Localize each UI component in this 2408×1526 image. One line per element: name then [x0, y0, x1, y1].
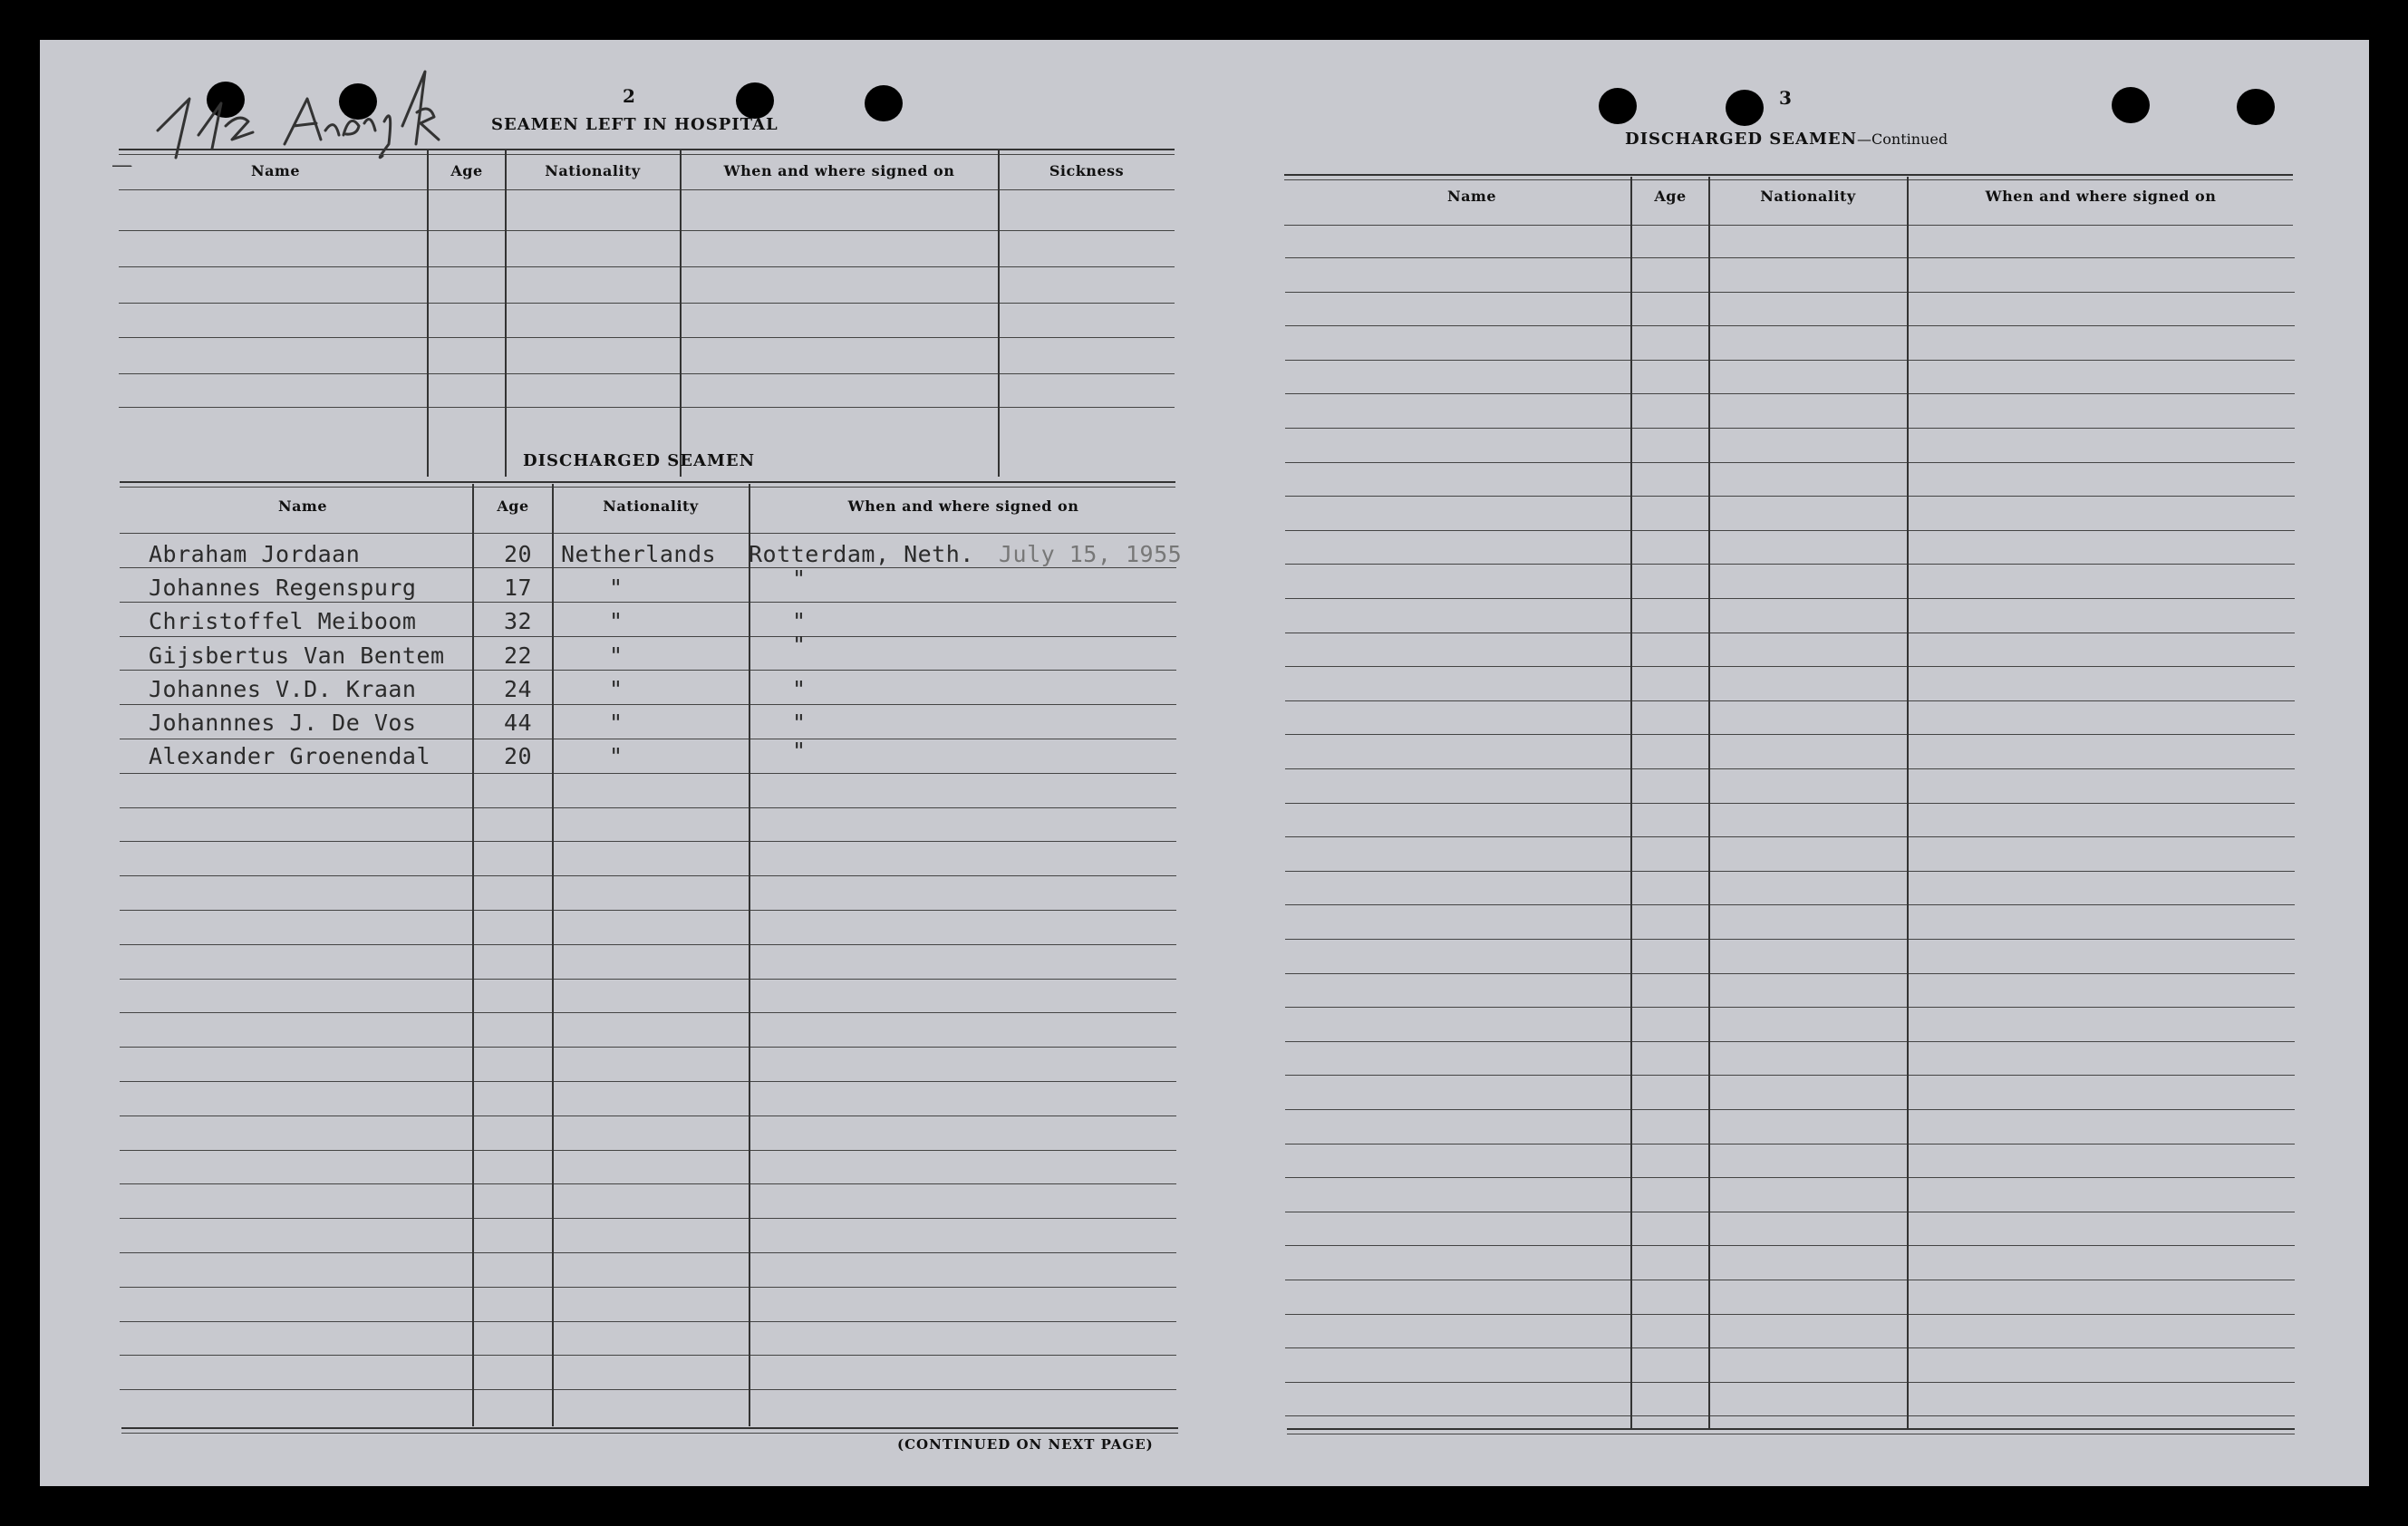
seaman-age: 44 [504, 710, 533, 736]
table-rule [120, 979, 1176, 980]
table-rule [120, 636, 1176, 637]
continued-col-age: Age [1654, 188, 1687, 205]
table-rule [1285, 734, 2295, 735]
table-rule [120, 1389, 1176, 1390]
discharged-col-name: Name [277, 497, 328, 515]
table-rule [1285, 598, 2295, 599]
table-rule [1284, 174, 2293, 176]
table-rule [1285, 836, 2295, 837]
table-rule [120, 1321, 1176, 1322]
table-rule [1285, 496, 2295, 497]
table-rule [119, 373, 1175, 374]
column-divider [998, 150, 1000, 477]
table-rule [1285, 973, 2295, 974]
table-rule [1285, 325, 2295, 326]
table-rule [120, 1081, 1176, 1082]
table-rule [1285, 871, 2295, 872]
table-rule [120, 807, 1176, 808]
seaman-nationality: " [609, 642, 624, 669]
table-rule [1284, 179, 2293, 180]
column-divider [749, 484, 750, 1426]
column-divider [505, 150, 507, 477]
table-rule [119, 149, 1175, 150]
table-rule [121, 1427, 1178, 1429]
seaman-name: Johannnes J. De Vos [149, 710, 417, 736]
seaman-signed-on: " [792, 608, 807, 634]
seaman-name: Christoffel Meiboom [149, 608, 417, 634]
table-rule [1285, 768, 2295, 769]
hospital-col-age: Age [450, 162, 483, 179]
seaman-nationality: " [609, 575, 624, 601]
title-suffix: —Continued [1857, 130, 1949, 148]
seaman-name: Alexander Groenendal [149, 743, 431, 769]
table-rule [120, 773, 1176, 774]
table-rule [1285, 393, 2295, 394]
seaman-age: 22 [504, 642, 533, 669]
column-divider [1630, 177, 1632, 1429]
table-rule [120, 1047, 1176, 1048]
table-rule [120, 841, 1176, 842]
seaman-age: 24 [504, 676, 533, 702]
table-rule [1285, 904, 2295, 905]
seaman-name: Abraham Jordaan [149, 541, 361, 567]
hospital-col-sickness: Sickness [1049, 162, 1125, 179]
table-rule [120, 1287, 1176, 1288]
table-rule [119, 266, 1175, 267]
table-rule [120, 1218, 1176, 1219]
title-main: DISCHARGED SEAMEN [1625, 130, 1858, 149]
table-rule [1285, 257, 2295, 258]
table-rule [1285, 428, 2295, 429]
table-rule [1285, 530, 2295, 531]
table-rule [1285, 1382, 2295, 1383]
table-rule [121, 1433, 1178, 1434]
continued-col-nationality: Nationality [1760, 188, 1856, 205]
seaman-name: Gijsbertus Van Bentem [149, 642, 445, 669]
discharged-col-age: Age [497, 497, 529, 515]
table-rule [1285, 803, 2295, 804]
seaman-nationality: " [609, 608, 624, 634]
punch-hole [1599, 88, 1637, 124]
table-rule [120, 910, 1176, 911]
column-divider [552, 484, 554, 1426]
table-rule [1285, 939, 2295, 940]
table-rule [120, 875, 1176, 876]
table-rule [120, 1012, 1176, 1013]
table-rule [1285, 292, 2295, 293]
seaman-nationality: " [609, 676, 624, 702]
seaman-signed-on: " [792, 738, 807, 764]
seaman-age: 17 [504, 575, 533, 601]
table-rule [1285, 666, 2295, 667]
table-rule [119, 189, 1175, 190]
table-rule [120, 944, 1176, 945]
table-rule [120, 1252, 1176, 1253]
table-rule [1285, 1314, 2295, 1315]
table-rule [120, 704, 1176, 705]
table-rule [119, 303, 1175, 304]
table-rule [120, 602, 1176, 603]
seaman-name: Johannes V.D. Kraan [149, 676, 417, 702]
discharged-continued-title [1625, 130, 1948, 149]
seaman-age: 32 [504, 608, 533, 634]
table-rule [1285, 700, 2295, 701]
table-rule [1285, 462, 2295, 463]
table-rule [120, 1355, 1176, 1356]
seaman-signed-on: " [792, 676, 807, 702]
hospital-col-signed-on: When and where signed on [723, 162, 955, 179]
table-rule [1285, 360, 2295, 361]
table-rule [120, 567, 1176, 568]
seaman-age: 20 [504, 743, 533, 769]
column-divider [680, 150, 682, 477]
table-rule [119, 407, 1175, 408]
seaman-nationality: " [609, 710, 624, 736]
table-rule [120, 487, 1175, 488]
table-rule [1285, 1415, 2295, 1416]
punch-hole [2112, 87, 2150, 123]
table-rule [1285, 1041, 2295, 1042]
table-rule [1285, 1075, 2295, 1076]
table-rule [119, 337, 1175, 338]
hospital-col-name: Name [250, 162, 301, 179]
discharged-section-title: DISCHARGED SEAMEN [523, 451, 756, 470]
table-rule [119, 154, 1175, 155]
page-number: 3 [1779, 87, 1792, 109]
continued-col-name: Name [1446, 188, 1497, 205]
page-number: 2 [623, 85, 635, 107]
table-rule [120, 670, 1176, 671]
table-rule [1285, 1007, 2295, 1008]
seaman-signed-on: Rotterdam, Neth. [749, 541, 974, 567]
punch-hole [736, 82, 774, 119]
table-rule [1287, 1428, 2295, 1430]
table-rule [119, 230, 1175, 231]
seaman-name: Johannes Regenspurg [149, 575, 417, 601]
table-rule [120, 1150, 1176, 1151]
punch-hole [1726, 90, 1764, 126]
table-rule [120, 533, 1175, 534]
table-rule [120, 481, 1175, 483]
column-divider [1708, 177, 1710, 1429]
seaman-age: 20 [504, 541, 533, 567]
table-rule [1284, 225, 2293, 226]
discharged-col-signed-on: When and where signed on [847, 497, 1079, 515]
table-rule [1285, 1177, 2295, 1178]
form-sheet [40, 40, 2369, 1486]
column-divider [472, 484, 474, 1426]
table-rule [1285, 564, 2295, 565]
continued-note: (CONTINUED ON NEXT PAGE) [897, 1436, 1154, 1453]
punch-hole [2237, 89, 2275, 125]
table-rule [1285, 1347, 2295, 1348]
seaman-signed-on: " [792, 710, 807, 736]
table-rule [120, 1183, 1176, 1184]
seaman-signed-on-date: July 15, 1955 [999, 541, 1183, 567]
discharged-col-nationality: Nationality [603, 497, 699, 515]
continued-col-signed-on: When and where signed on [1985, 188, 2217, 205]
table-rule [1285, 1245, 2295, 1246]
seaman-signed-on: " [792, 565, 807, 592]
seaman-nationality: " [609, 743, 624, 769]
hospital-section-title: SEAMEN LEFT IN HOSPITAL [491, 115, 778, 134]
column-divider [427, 150, 429, 477]
hospital-col-nationality: Nationality [545, 162, 641, 179]
column-divider [1907, 177, 1909, 1429]
seaman-signed-on: " [792, 632, 807, 658]
seaman-nationality: Netherlands [561, 541, 717, 567]
punch-hole [865, 85, 903, 121]
table-rule [1285, 1109, 2295, 1110]
